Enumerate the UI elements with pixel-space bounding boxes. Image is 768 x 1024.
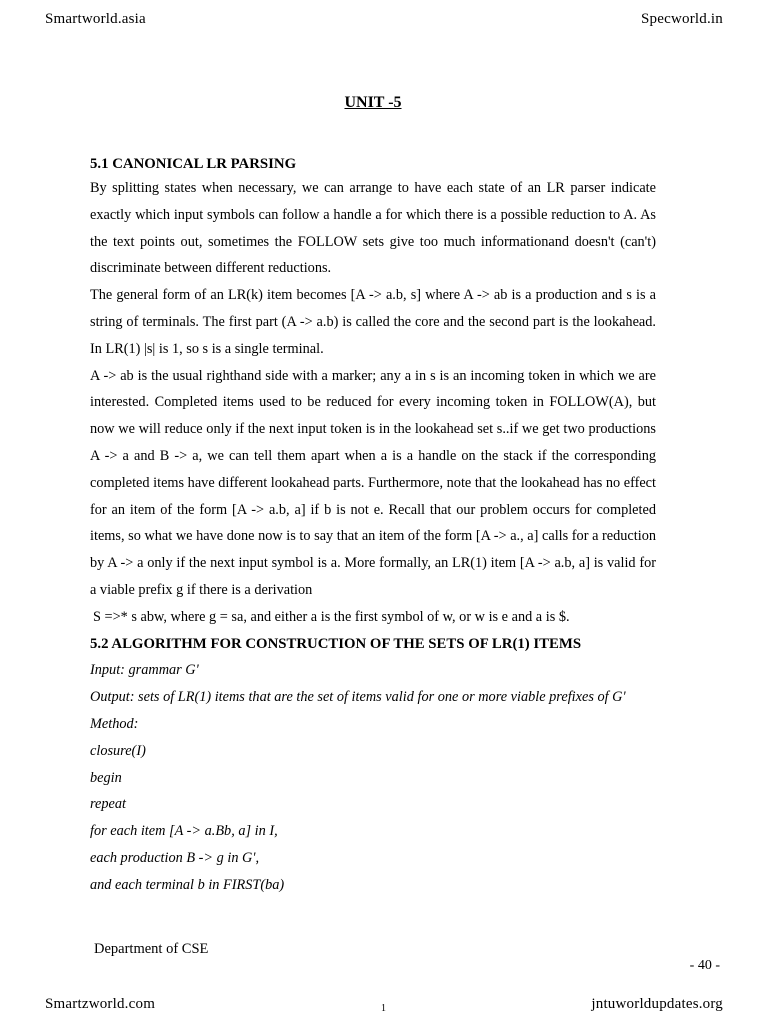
algorithm-line: closure(I) — [90, 742, 146, 759]
algorithm-line: repeat — [90, 796, 126, 813]
page-number: - 40 - — [689, 958, 720, 973]
department-label: Department of CSE — [94, 941, 209, 957]
section-1-heading: 5.1 CANONICAL LR PARSING — [90, 156, 297, 172]
section-1-paragraph-4: S =>* s abw, where g = sa, and either a is the first symbol of w, or w is e and a is $. — [93, 608, 570, 625]
algorithm-method: Method: — [90, 715, 139, 732]
algorithm-line: each production B -> g in G', — [90, 849, 260, 866]
header-left-site: Smartworld.asia — [45, 11, 146, 27]
footer-right-site: jntuworldupdates.org — [591, 996, 723, 1012]
algorithm-output: Output: sets of LR(1) items that are the set of items valid for one or more viable prefixes of G' — [90, 689, 626, 706]
algorithm-line: and each terminal b in FIRST(ba) — [90, 876, 285, 893]
section-1-paragraph-1: By splitting states when necessary, we can arrange to have each state of an LR parser indicate exactly which input symbols can follow a handle a for which there is a possible reduction to A. As the text points out, sometimes the FOLLOW sets give too much informationand doesn't (can't) discriminate between different reductions. — [90, 180, 656, 277]
algorithm-line: begin — [90, 769, 122, 786]
section-2-heading: 5.2 ALGORITHM FOR CONSTRUCTION OF THE SETS OF LR(1) ITEMS — [90, 635, 582, 652]
footer-left-site: Smartzworld.com — [45, 996, 156, 1012]
algorithm-input: Input: grammar G' — [90, 662, 199, 679]
header-right-site: Specworld.in — [641, 11, 723, 27]
algorithm-line: for each item [A -> a.Bb, a] in I, — [90, 823, 278, 840]
footer-center-number: 1 — [381, 1003, 386, 1014]
main-content — [90, 154, 656, 899]
unit-title: UNIT -5 — [344, 94, 402, 111]
section-1-paragraph-2: The general form of an LR(k) item becomes [A -> a.b, s] where A -> ab is a production and s is a string of terminals. The first part (A -> a.b) is called the core and the second part is the lookahead. In LR(1) |s| is 1, so s is a single terminal. — [90, 287, 656, 357]
section-1-paragraph-3: A -> ab is the usual righthand side with a marker; any a in s is an incoming token in which we are interested. Completed items used to be reduced for every incoming token in FOLLOW(A), but now we will reduce only if the next input token is in the lookahead set s..if we get two productions A -> a and B -> a, we can tell them apart when a is a handle on the stack if the corresponding completed items have different lookahead parts. Furthermore, note that the lookahead has no effect for an item of the form [A -> a.b, a] if b is not e. Recall that our problem occurs for completed items, so what we have done now is to say that an item of the form [A -> a., a] calls for a reduction by A -> a only if the next input symbol is a. More formally, an LR(1) item [A -> a.b, a] is valid for a viable prefix g if there is a derivation — [90, 367, 656, 598]
